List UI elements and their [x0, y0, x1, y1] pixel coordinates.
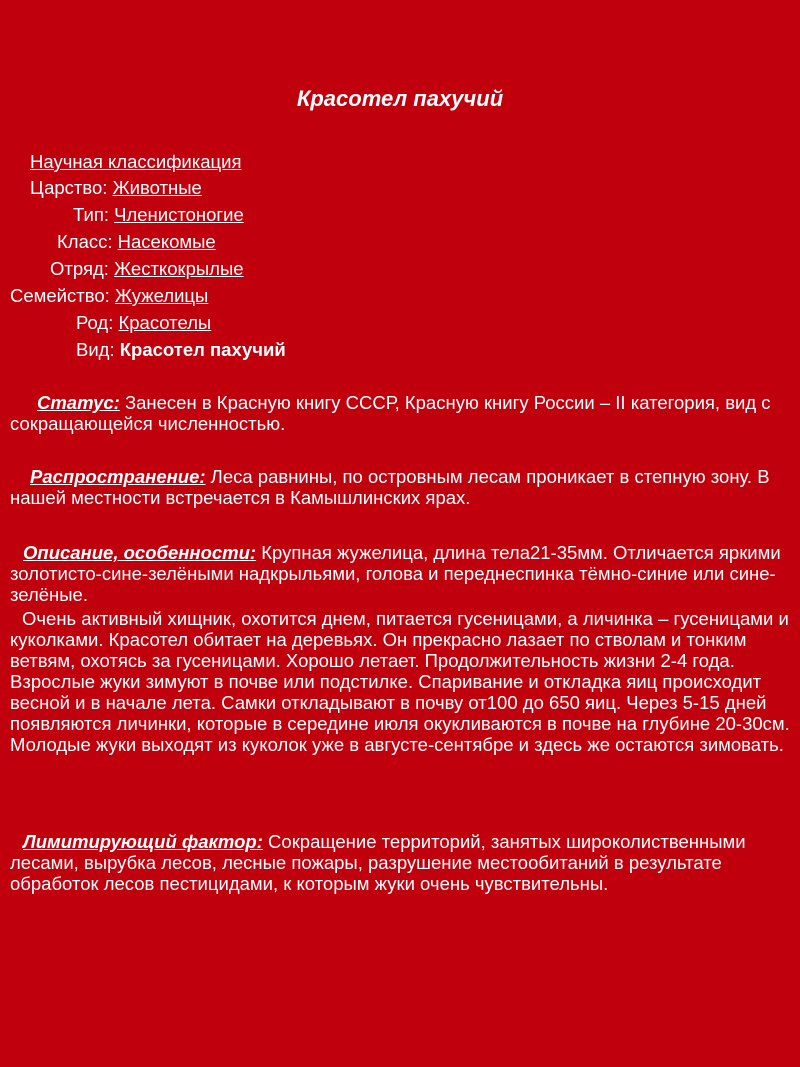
class-label: Класс:	[57, 231, 113, 252]
distribution-label: Распространение:	[30, 466, 206, 487]
page-title: Красотел пахучий	[296, 86, 504, 111]
species-value: Красотел пахучий	[119, 339, 286, 360]
distribution-text: Леса равнины, по островным лесам проникает в степную зону. В нашей местности встречается в Камышлинских ярах.	[10, 466, 770, 508]
kingdom-label: Царство:	[30, 177, 108, 198]
order-link[interactable]: Жесткокрылые	[114, 258, 244, 279]
classification-row-kingdom	[30, 177, 202, 199]
classification-row-family	[10, 285, 208, 307]
phylum-label: Тип:	[73, 204, 109, 225]
order-label: Отряд:	[50, 258, 109, 279]
genus-label: Род:	[76, 312, 114, 333]
description-text: Крупная жужелица, длина тела21-35мм. Отличается яркими золотисто-сине-зелёными надкрыльями, голова и переднеспинка тёмно-синие или сине-зелёные.	[10, 542, 781, 605]
species-label: Вид:	[76, 339, 115, 360]
family-link[interactable]: Жужелицы	[114, 285, 209, 306]
limiting-paragraph	[10, 831, 795, 894]
description-paragraph-2: Очень активный хищник, охотится днем, питается гусеницами, а личинка – гусеницами и куколками. Красотел обитает на деревьях. Он прекрасно лазает по стволам и тонким ветвям, охотясь за гусеницами. Хорошо летает. Продолжительность жизни 2-4 года. Взрослые жуки зимуют в почве или подстилке. Спаривание и откладка яиц происходит весной и в начале лета. Самки откладывают в почву от100 до 650 яиц. Через 5-15 дней появляются личинки, которые в середине июля окукливаются в почве на глубине 20-30см. Молодые жуки выходят из куколок уже в августе-сентябре и здесь же остаются зимовать.	[10, 608, 790, 755]
limiting-label: Лимитирующий фактор:	[23, 831, 263, 852]
classification-row-order	[50, 258, 244, 280]
status-paragraph	[10, 392, 795, 434]
class-link[interactable]: Насекомые	[117, 231, 216, 252]
classification-row-class	[57, 231, 216, 253]
genus-link[interactable]: Красотелы	[118, 312, 212, 333]
phylum-link[interactable]: Членистоногие	[114, 204, 244, 225]
status-text: Занесен в Красную книгу СССР, Красную книгу России – II категория, вид с сокращающейся численностью.	[10, 392, 771, 434]
status-label: Статус:	[37, 392, 120, 413]
classification-row-genus	[76, 312, 211, 334]
kingdom-link[interactable]: Животные	[112, 177, 202, 198]
classification-row-phylum	[73, 204, 244, 226]
classification-heading[interactable]: Научная классификация	[30, 151, 242, 172]
description-paragraph	[10, 542, 795, 605]
distribution-paragraph	[10, 466, 795, 508]
description-label: Описание, особенности:	[23, 542, 257, 563]
classification-row-species	[76, 339, 286, 361]
family-label: Семейство:	[10, 285, 110, 306]
limiting-text: Сокращение территорий, занятых широколиственными лесами, вырубка лесов, лесные пожары, разрушение местообитаний в результате обработок лесов пестицидами, к которым жуки очень чувствительны.	[10, 831, 746, 894]
